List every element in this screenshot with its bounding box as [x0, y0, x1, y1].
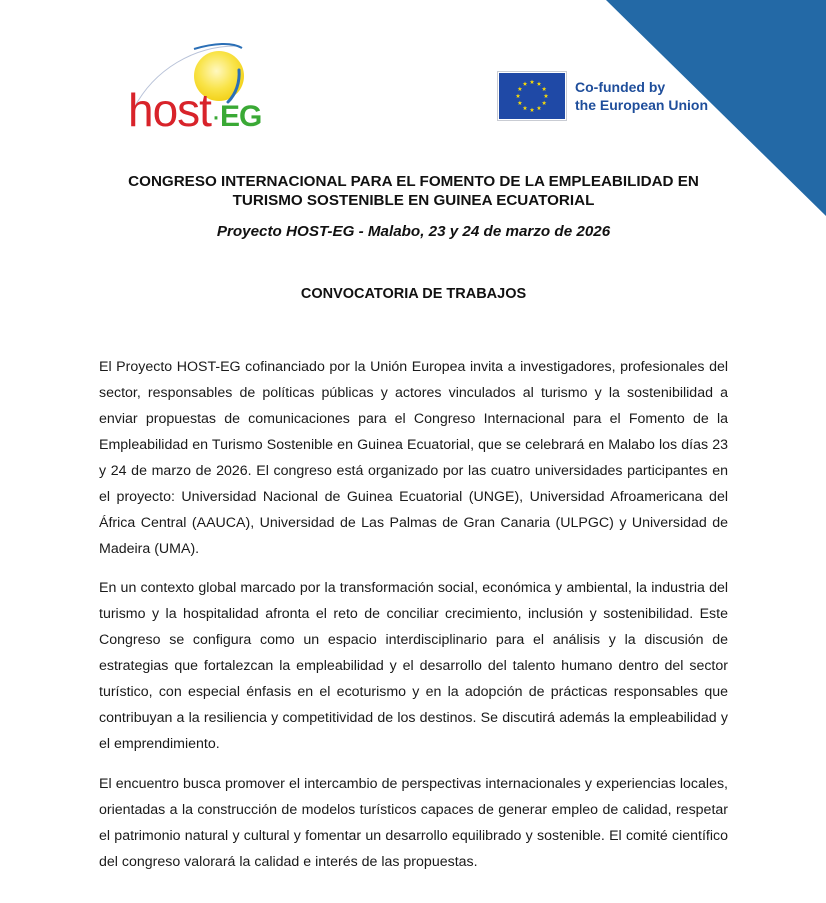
eu-text-line2: the European Union	[575, 97, 708, 113]
document-subtitle: Proyecto HOST-EG - Malabo, 23 y 24 de marzo de 2026	[216, 223, 611, 240]
section-heading: CONVOCATORIA DE TRABAJOS	[300, 286, 527, 302]
logo-host-text: host	[128, 84, 211, 136]
host-eg-logo	[124, 40, 284, 140]
eu-text-line1: Co-funded by	[575, 79, 666, 95]
paragraph: El Proyecto HOST-EG cofinanciado por la Unión Europea invita a investigadores, profesionales del sector, responsables de políticas públicas y actores vinculados al turismo y la sostenibilidad a enviar propuestas de comunicaciones para el Congreso Internacional para el Fomento de la Empleabilidad en Turismo Sostenible en Guinea Ecuatorial, que se celebrará en Malabo los días 23 y 24 de marzo de 2026. El congreso está organizado por las cuatro universidades participantes en el proyecto: Universidad Nacional de Guinea Ecuatorial (UNGE), Universidad Afroamericana del África Central (AAUCA), Universidad de Las Palmas de Gran Canaria (ULPGC) y Universidad de Madeira (UMA).	[99, 359, 728, 558]
paragraph: El encuentro busca promover el intercambio de perspectivas internacionales y experiencias locales, orientadas a la construcción de modelos turísticos capaces de generar empleo de calidad, respetar el patrimonio natural y cultural y fomentar un desarrollo equilibrado y sostenible. El comité científico del congreso valorará la calidad e interés de las propuestas.	[99, 776, 728, 871]
document-title: CONGRESO INTERNACIONAL PARA EL FOMENTO DE LA EMPLEABILIDAD EN TURISMO SOSTENIBLE EN GUINEA ECUATORIAL	[128, 173, 699, 209]
eu-cofunded-badge	[497, 71, 708, 121]
paragraph: En un contexto global marcado por la transformación social, económica y ambiental, la industria del turismo y la hospitalidad afronta el reto de conciliar crecimiento, inclusión y sostenibilidad. Este Congreso se configura como un espacio interdisciplinario para el análisis y la discusión de estrategias que fortalezcan la empleabilidad y el desarrollo del talento humano dentro del sector turístico, con especial énfasis en el ecoturismo y en la adopción de prácticas responsables que contribuyan a la resiliencia y competitividad de los destinos. Se discutirá además la empleabilidad y el emprendimiento.	[99, 580, 728, 753]
logo-eg-text: EG	[219, 100, 262, 133]
eu-flag-icon	[497, 71, 567, 121]
logo-separator: ·	[210, 100, 220, 133]
